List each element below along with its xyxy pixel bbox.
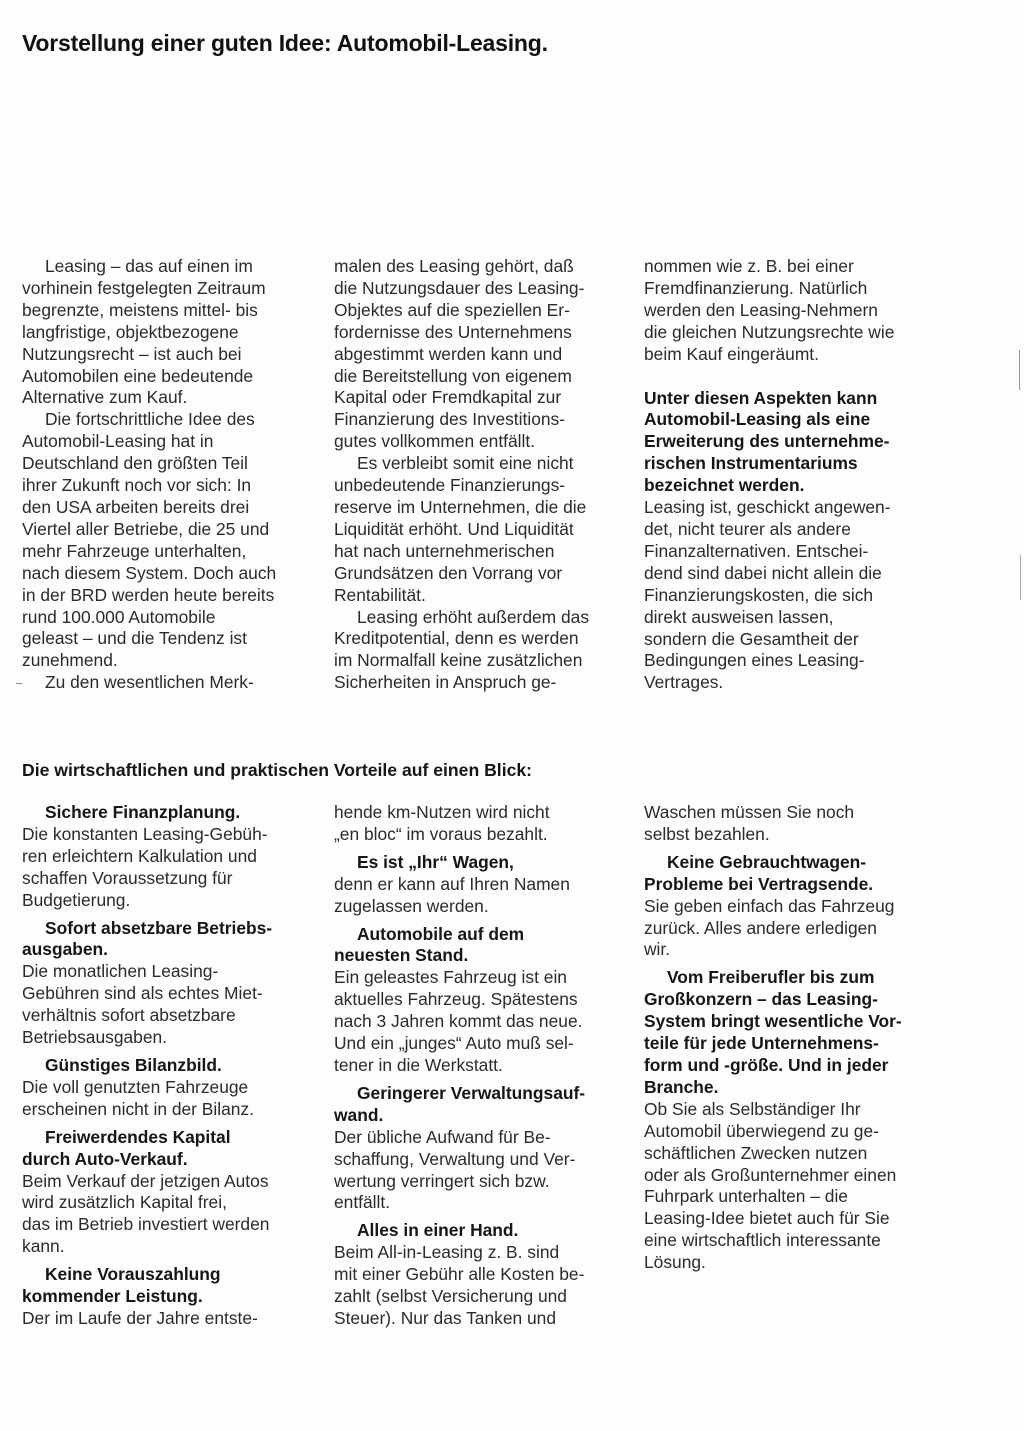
text-line: Finanzierung des Investitions-	[334, 409, 566, 430]
text-line: Leasing-Idee bietet auch für Sie	[644, 1208, 890, 1229]
text-line: Finanzalternativen. Entschei-	[644, 540, 869, 561]
text-line: verhältnis sofort absetzbare	[22, 1005, 236, 1026]
bold-text-line: System bringt wesentliche Vor-	[644, 1011, 902, 1032]
text-line: „en bloc“ im voraus bezahlt.	[334, 823, 548, 844]
text-line: Rentabilität.	[334, 584, 426, 605]
text-line: schäftlichen Zwecken nutzen	[644, 1142, 868, 1163]
text-line: nommen wie z. B. bei einer	[644, 256, 854, 276]
text-line: Die monatlichen Leasing-	[22, 961, 219, 982]
text-line: beim Kauf eingeräumt.	[644, 343, 819, 364]
text-line: abgestimmt werden kann und	[334, 343, 563, 364]
intro-column-3	[644, 256, 934, 694]
bold-text-line: rischen Instrumentariums	[644, 453, 858, 474]
bold-text-line: Branche.	[644, 1076, 719, 1097]
text-line: Budgetierung.	[22, 889, 131, 910]
text-line: malen des Leasing gehört, daß	[334, 256, 574, 276]
advantages-column-2	[334, 802, 630, 1330]
text-line: hende km-Nutzen wird nicht	[334, 802, 550, 822]
bold-text-line: wand.	[334, 1104, 384, 1125]
text-line: Liquidität erhöht. Und Liquidität	[334, 518, 574, 539]
text-line: Viertel aller Betriebe, die 25 und	[22, 518, 270, 539]
text-line: kann.	[22, 1236, 65, 1257]
bold-text-line: Geringerer Verwaltungsauf-	[357, 1082, 586, 1103]
text-line: Der im Laufe der Jahre entste-	[22, 1307, 258, 1328]
text-line: Sicherheiten in Anspruch ge-	[334, 672, 557, 693]
text-line: Automobil-Leasing hat in	[22, 431, 214, 452]
text-line: Fuhrpark unterhalten – die	[644, 1186, 848, 1207]
bold-text-line: Großkonzern – das Leasing-	[644, 989, 878, 1010]
text-line: zunehmend.	[22, 650, 118, 671]
text-line: wir.	[644, 939, 671, 960]
text-line: ihrer Zukunft noch vor sich: In	[22, 475, 252, 496]
advantages-heading: Die wirtschaftlichen und praktischen Vorteile auf einen Blick:	[22, 760, 533, 780]
intro-column-1	[22, 256, 322, 694]
text-line: mit einer Gebühr alle Kosten be-	[334, 1264, 585, 1285]
text-line: mehr Fahrzeuge unterhalten,	[22, 540, 247, 561]
text-line: selbst bezahlen.	[644, 823, 770, 844]
text-line: Gebühren sind als echtes Miet-	[22, 983, 263, 1004]
text-line: Die konstanten Leasing-Gebüh-	[22, 823, 268, 844]
bold-text-line: bezeichnet werden.	[644, 475, 805, 496]
advantages-column-3	[644, 802, 934, 1274]
text-line: die gleichen Nutzungsrechte wie	[644, 321, 895, 342]
text-line: Vertrages.	[644, 672, 724, 693]
text-line: Betriebsausgaben.	[22, 1027, 168, 1048]
text-line: Ob Sie als Selbständiger Ihr	[644, 1098, 861, 1119]
bold-text-line: Unter diesen Aspekten kann	[644, 387, 878, 408]
bold-text-line: Es ist „Ihr“ Wagen,	[357, 851, 514, 872]
text-line: ren erleichtern Kalkulation und	[22, 845, 257, 866]
text-line: Beim All-in-Leasing z. B. sind	[334, 1242, 560, 1263]
text-line: Bedingungen eines Leasing-	[644, 650, 865, 671]
text-line: schaffung, Verwaltung und Ver-	[334, 1148, 576, 1169]
bold-text-line: kommender Leistung.	[22, 1286, 203, 1307]
margin-mark	[16, 683, 22, 684]
text-line: Leasing erhöht außerdem das	[357, 606, 590, 627]
text-line: wertung verringert sich bzw.	[334, 1170, 550, 1191]
text-line: aktuelles Fahrzeug. Spätestens	[334, 989, 578, 1010]
text-line: Automobil überwiegend zu ge-	[644, 1120, 879, 1141]
text-line: unbedeutende Finanzierungs-	[334, 475, 566, 496]
bold-text-line: Keine Gebrauchtwagen-	[667, 851, 867, 872]
text-line: denn er kann auf Ihren Namen	[334, 873, 570, 894]
bold-text-line: durch Auto-Verkauf.	[22, 1148, 188, 1169]
bold-text-line: Günstiges Bilanzbild.	[45, 1054, 222, 1075]
text-line: Ein geleastes Fahrzeug ist ein	[334, 967, 567, 988]
text-line: das im Betrieb investiert werden	[22, 1214, 270, 1235]
bold-text-line: Sichere Finanzplanung.	[45, 802, 241, 822]
text-line: Kreditpotential, denn es werden	[334, 628, 579, 649]
bold-text-line: Vom Freiberufler bis zum	[667, 967, 875, 988]
bold-text-line: form und -größe. Und in jeder	[644, 1054, 889, 1075]
text-line: erscheinen nicht in der Bilanz.	[22, 1098, 255, 1119]
scan-edge-mark	[1020, 555, 1021, 600]
text-line: rund 100.000 Automobile	[22, 606, 216, 627]
bold-text-line: neuesten Stand.	[334, 945, 469, 966]
text-line: Leasing ist, geschickt angewen-	[644, 497, 891, 518]
text-line: zugelassen werden.	[334, 895, 489, 916]
text-line: geleast – und die Tendenz ist	[22, 628, 247, 649]
text-line: direkt ausweisen lassen,	[644, 606, 834, 627]
bold-text-line: Freiwerdendes Kapital	[45, 1126, 231, 1147]
text-line: Leasing – das auf einen im	[45, 256, 253, 276]
text-line: wird zusätzlich Kapital frei,	[22, 1192, 227, 1213]
text-line: nach 3 Jahren kommt das neue.	[334, 1011, 583, 1032]
text-line: die Bereitstellung von eigenem	[334, 365, 572, 386]
text-line: gutes vollkommen entfällt.	[334, 431, 536, 452]
bold-text-line: teile für jede Unternehmens-	[644, 1033, 879, 1054]
text-line: Zu den wesentlichen Merk-	[45, 672, 254, 693]
page-title: Vorstellung einer guten Idee: Automobil-Leasing.	[22, 30, 548, 56]
text-line: Alternative zum Kauf.	[22, 387, 188, 408]
text-line: Die fortschrittliche Idee des	[45, 409, 255, 430]
text-line: Fremdfinanzierung. Natürlich	[644, 277, 868, 298]
advantages-column-1	[22, 802, 322, 1330]
bold-text-line: Sofort absetzbare Betriebs-	[45, 917, 273, 938]
text-line: vorhinein festgelegten Zeitraum	[22, 277, 266, 298]
text-line: entfällt.	[334, 1192, 391, 1213]
text-line: oder als Großunternehmer einen	[644, 1164, 897, 1185]
text-line: hat nach unternehmerischen	[334, 540, 555, 561]
bold-text-line: Probleme bei Vertragsende.	[644, 873, 874, 894]
text-line: zahlt (selbst Versicherung und	[334, 1286, 567, 1307]
text-line: nach diesem System. Doch auch	[22, 562, 277, 583]
text-line: Deutschland den größten Teil	[22, 453, 248, 474]
text-line: die Nutzungsdauer des Leasing-	[334, 277, 585, 298]
text-line: fordernisse des Unternehmens	[334, 321, 572, 342]
bold-text-line: Alles in einer Hand.	[357, 1220, 519, 1241]
text-line: den USA arbeiten bereits drei	[22, 496, 250, 517]
text-line: Waschen müssen Sie noch	[644, 802, 855, 822]
text-line: langfristige, objektbezogene	[22, 321, 239, 342]
text-line: Grundsätzen den Vorrang vor	[334, 562, 563, 583]
text-line: Finanzierungskosten, die sich	[644, 584, 874, 605]
bold-text-line: ausgaben.	[22, 939, 109, 960]
text-line: im Normalfall keine zusätzlichen	[334, 650, 583, 671]
text-line: Der übliche Aufwand für Be-	[334, 1126, 551, 1147]
text-line: Sie geben einfach das Fahrzeug	[644, 895, 895, 916]
bold-text-line: Keine Vorauszahlung	[45, 1264, 221, 1285]
text-line: schaffen Voraussetzung für	[22, 867, 233, 888]
bold-text-line: Automobil-Leasing als eine	[644, 409, 871, 430]
text-line: Beim Verkauf der jetzigen Autos	[22, 1170, 269, 1191]
text-line: Automobilen eine bedeutende	[22, 365, 254, 386]
text-line: Und ein „junges“ Auto muß sel-	[334, 1033, 574, 1054]
text-line: tener in die Werkstatt.	[334, 1054, 503, 1075]
text-line: Die voll genutzten Fahrzeuge	[22, 1076, 249, 1097]
text-line: det, nicht teurer als andere	[644, 518, 851, 539]
scan-edge-mark	[1019, 350, 1020, 390]
text-line: dend sind dabei nicht allein die	[644, 562, 882, 583]
text-line: Objektes auf die speziellen Er-	[334, 299, 570, 320]
text-line: sondern die Gesamtheit der	[644, 628, 859, 649]
text-line: Lösung.	[644, 1252, 706, 1273]
text-line: Es verbleibt somit eine nicht	[357, 453, 574, 474]
text-line: werden den Leasing-Nehmern	[644, 299, 878, 320]
text-line: begrenzte, meistens mittel- bis	[22, 299, 258, 320]
text-line: reserve im Unternehmen, die die	[334, 496, 587, 517]
text-line: eine wirtschaftlich interessante	[644, 1230, 881, 1251]
bold-text-line: Automobile auf dem	[357, 923, 525, 944]
text-line: zurück. Alles andere erledigen	[644, 917, 877, 938]
bold-text-line: Erweiterung des unternehme-	[644, 431, 890, 452]
text-line: Steuer). Nur das Tanken und	[334, 1307, 557, 1328]
text-line: Nutzungsrecht – ist auch bei	[22, 343, 242, 364]
text-line: in der BRD werden heute bereits	[22, 584, 275, 605]
intro-column-2	[334, 256, 630, 694]
text-line: Kapital oder Fremdkapital zur	[334, 387, 562, 408]
